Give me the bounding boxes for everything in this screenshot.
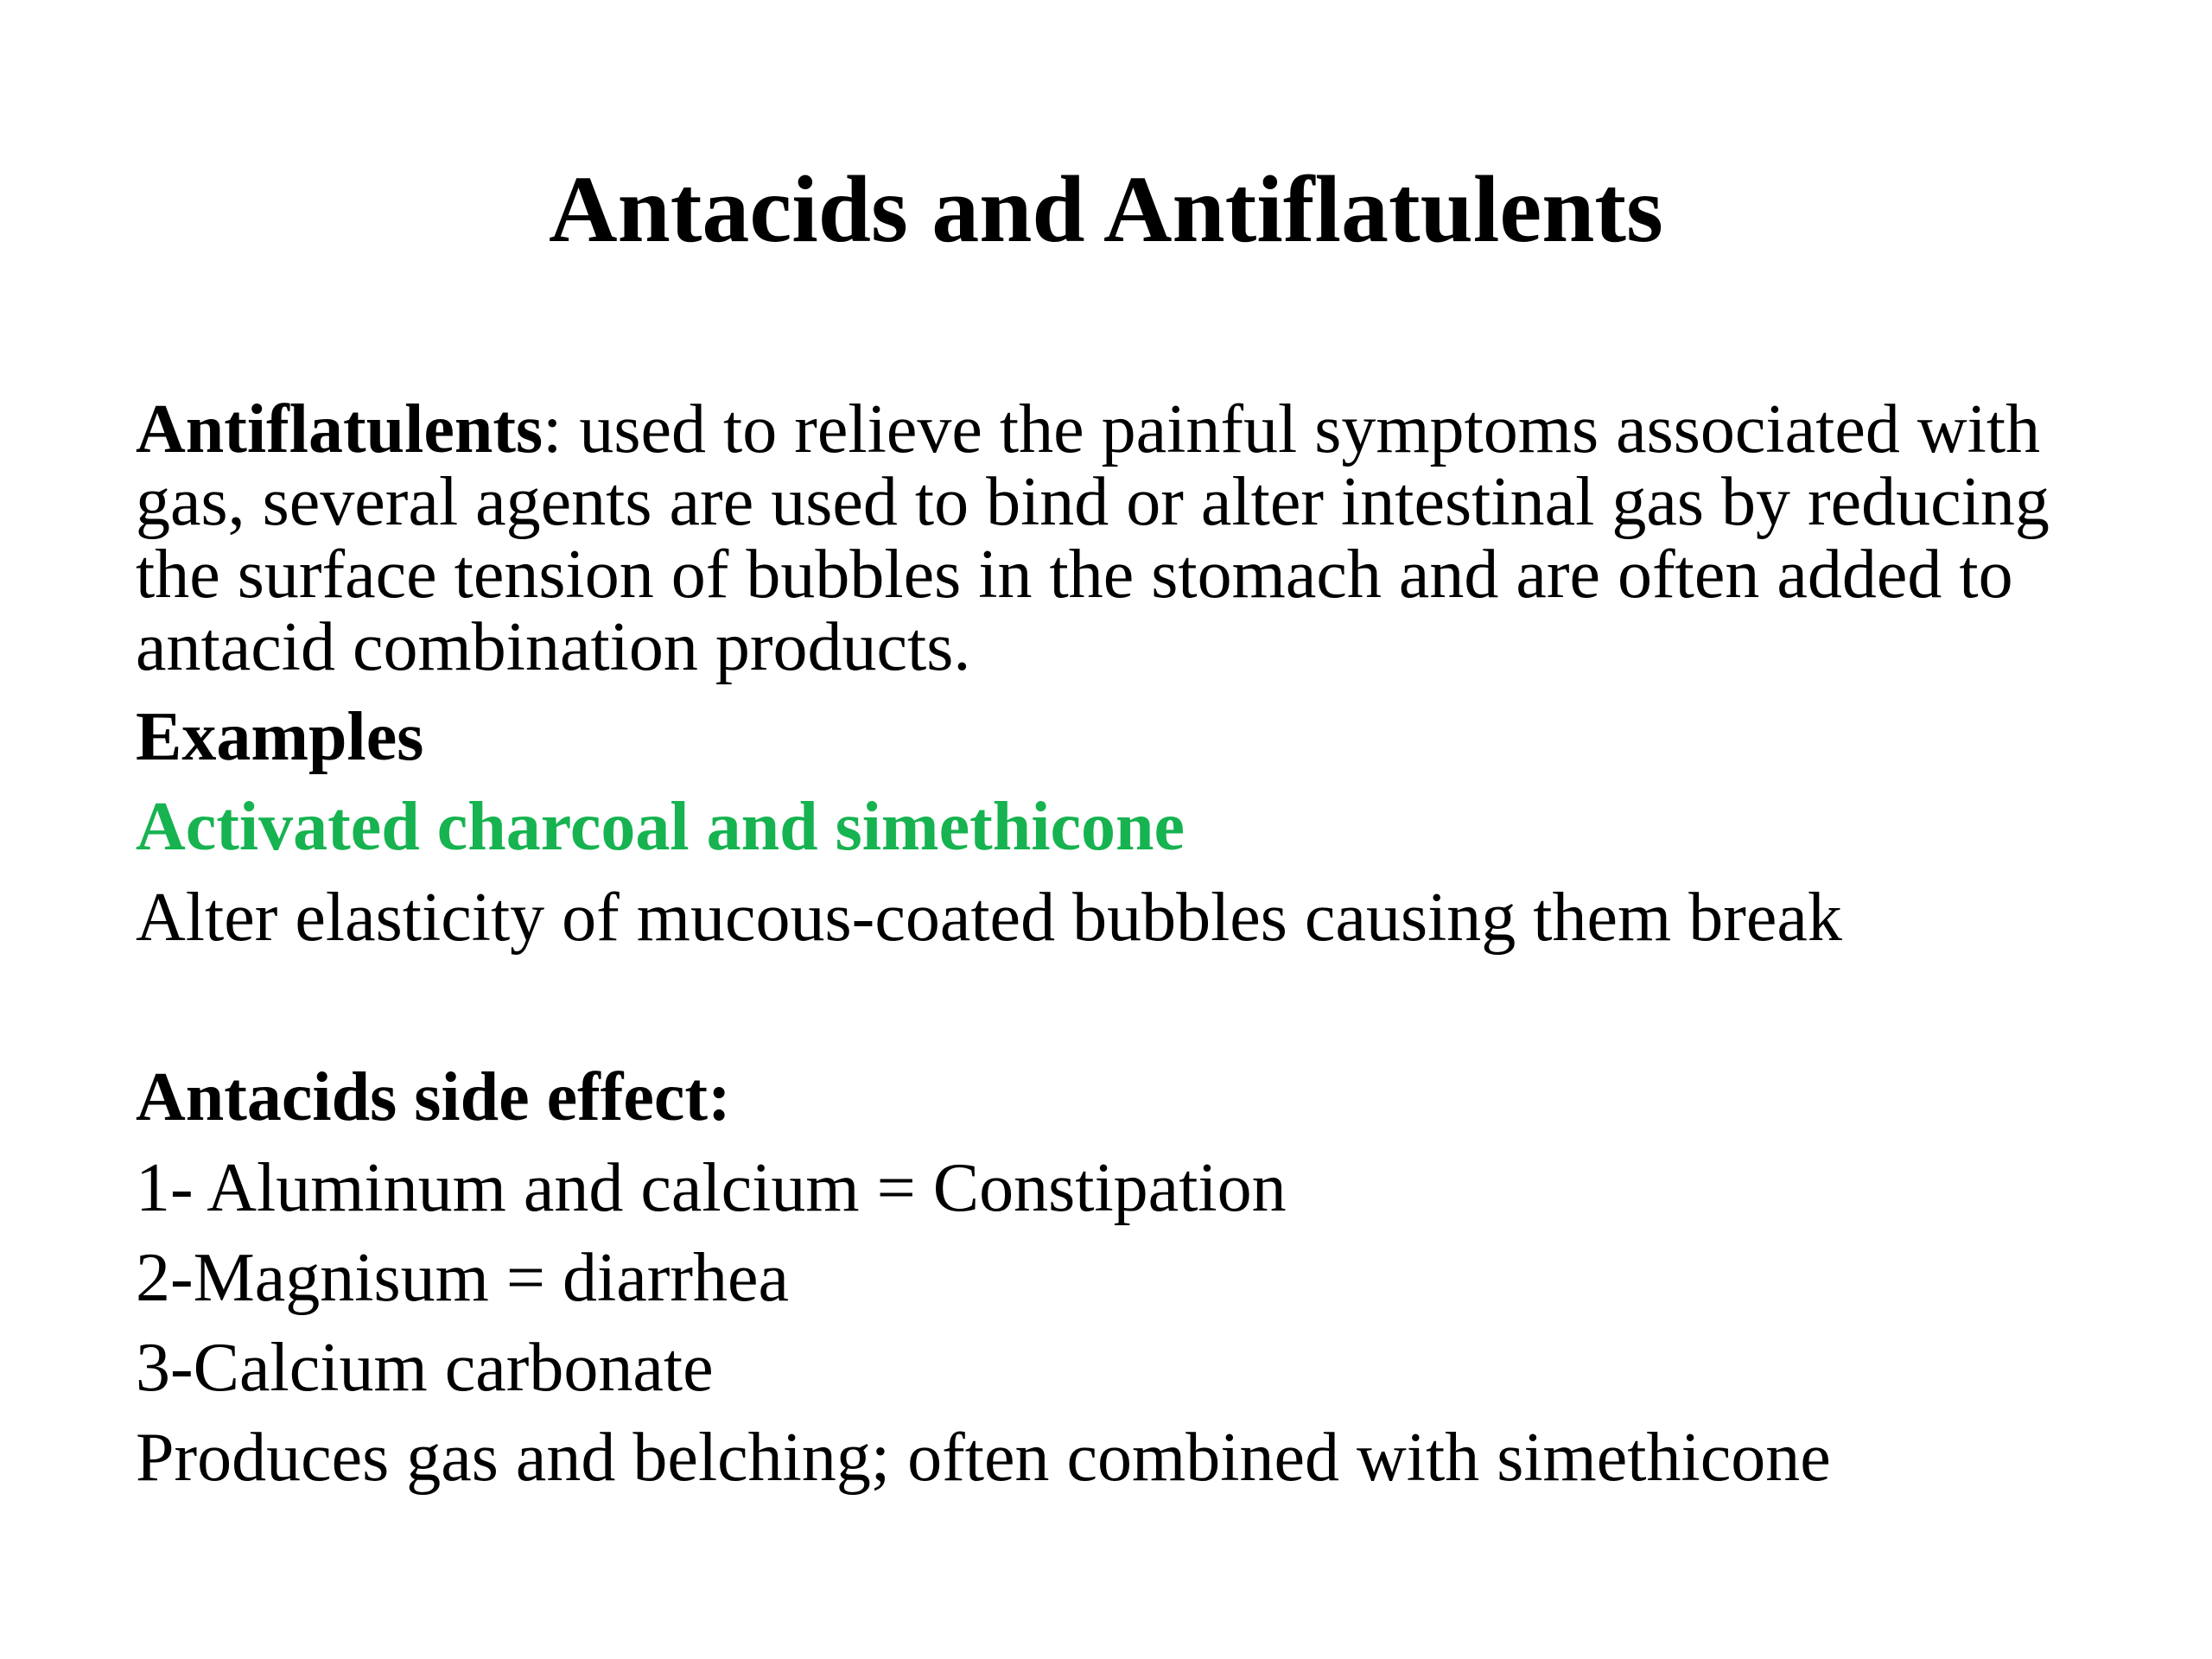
examples-mechanism: Alter elasticity of mucous-coated bubbles causing them break [136, 880, 1842, 956]
antiflatulents-definition: : used to relieve the painful symptoms associated with gas, several agents are used to bind or alter intestinal gas by reducing the surface tension of bubbles in the stomach and are often added to antacid combination products. [136, 391, 2050, 685]
side-effect-item: 3-Calcium carbonate [136, 1330, 714, 1406]
antiflatulents-term: Antiflatulents [136, 391, 543, 467]
side-effect-item: 1- Aluminum and calcium = Constipation [136, 1150, 1287, 1226]
examples-highlight: Activated charcoal and simethicone [136, 789, 1185, 865]
side-effects-heading: Antacids side effect: [136, 1059, 731, 1135]
slide-title: Antacids and Antiflatulents [549, 156, 1663, 262]
side-effect-item: 2-Magnisum = diarrhea [136, 1240, 790, 1316]
side-effect-item: Produces gas and belching; often combined with simethicone [136, 1420, 1831, 1496]
examples-heading: Examples [136, 699, 424, 775]
antiflatulents-paragraph [136, 393, 2114, 683]
